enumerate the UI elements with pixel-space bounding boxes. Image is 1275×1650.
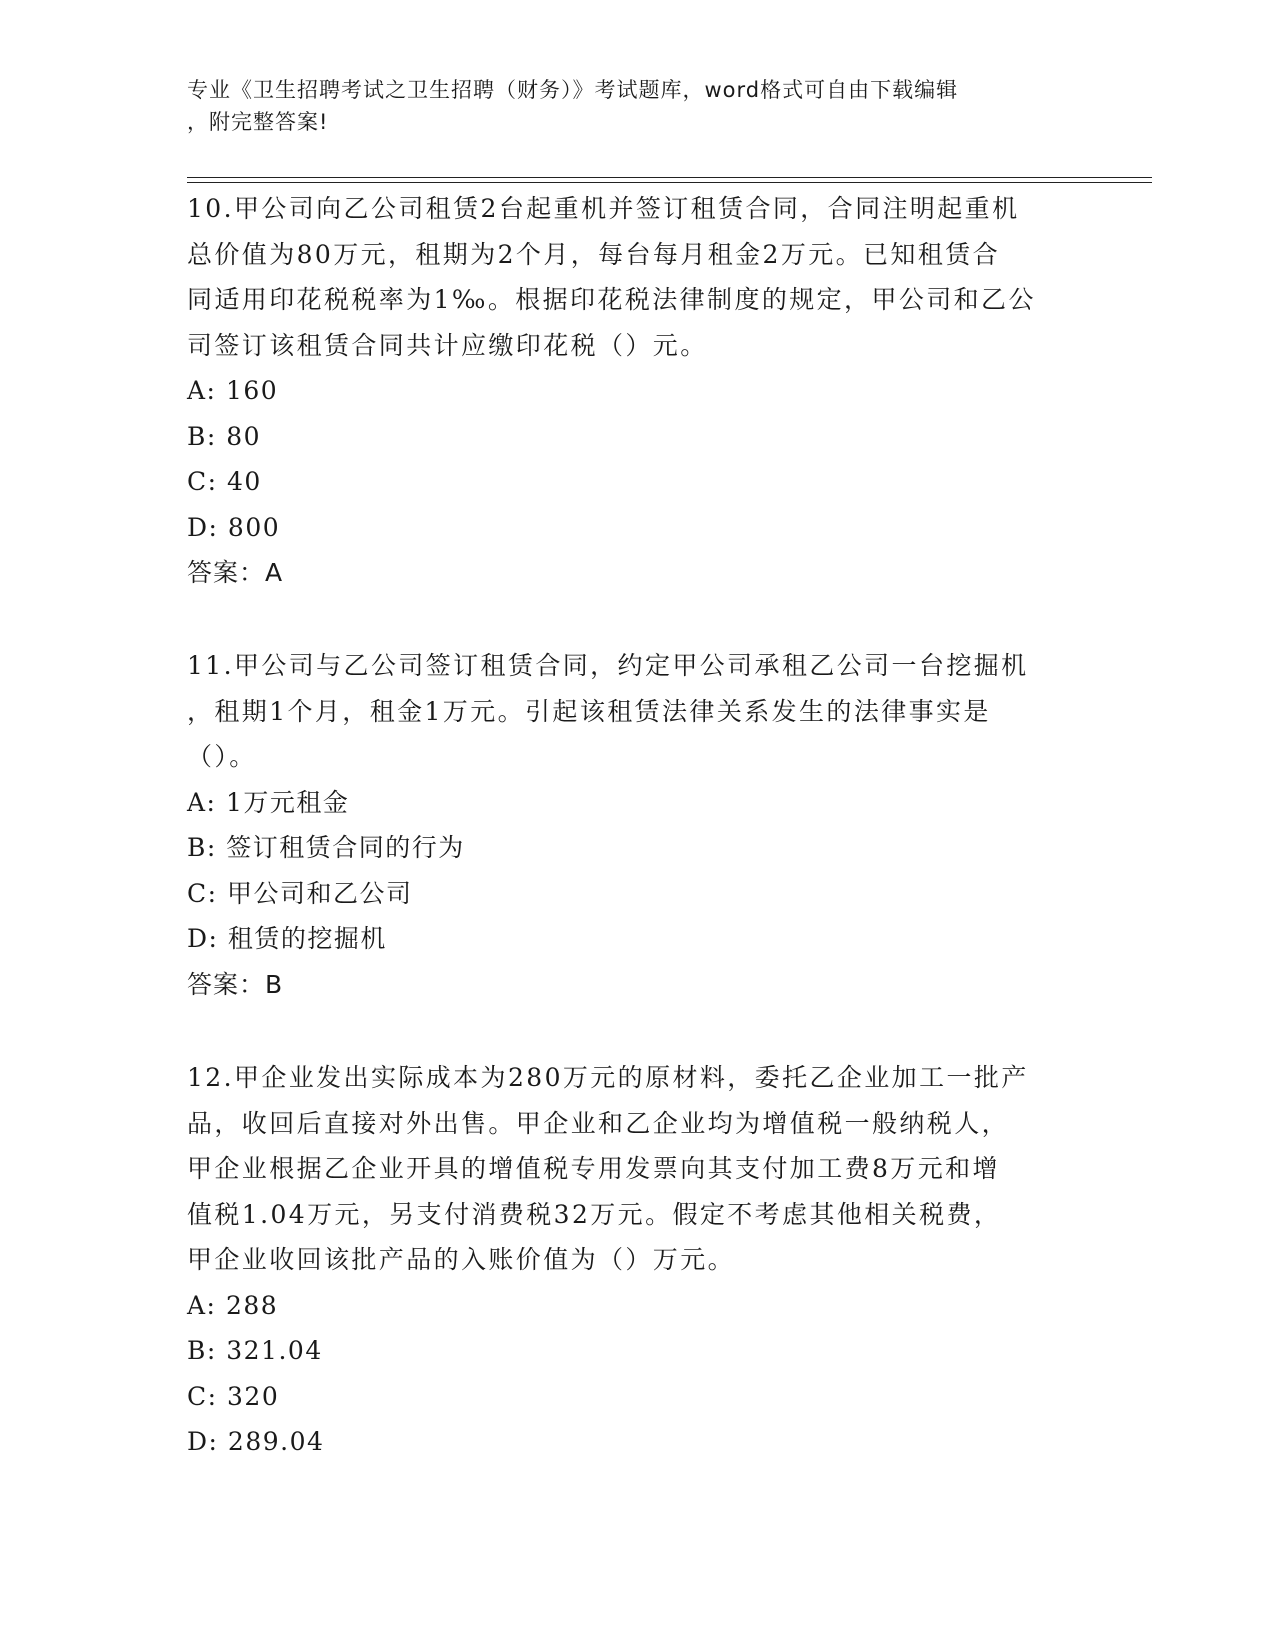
- option-c: [187, 871, 1087, 917]
- option-a: [187, 368, 1087, 414]
- question-text-line: （）。: [187, 742, 257, 771]
- question-11: [187, 643, 1087, 1007]
- option-d: [187, 1419, 1087, 1465]
- option-text: 1万元租金: [225, 787, 350, 817]
- header-divider-bottom: [187, 182, 1152, 183]
- question-text-line: 10.甲公司向乙公司租赁2台起重机并签订租赁合同，合同注明起重机: [187, 194, 1020, 223]
- option-letter: A:: [187, 787, 217, 817]
- option-text: 80: [226, 421, 262, 451]
- header-line-1: 专业《卫生招聘考试之卫生招聘（财务）》考试题库，word格式可自由下载编辑: [187, 78, 959, 102]
- option-text: 40: [227, 467, 262, 496]
- option-letter: C:: [187, 878, 218, 908]
- question-text-line: 值税1.04万元，另支付消费税32万元。假定不考虑其他相关税费，: [187, 1199, 1002, 1229]
- option-letter: C:: [187, 1381, 218, 1411]
- option-a: [187, 780, 1087, 826]
- option-text: 租赁的挖掘机: [227, 924, 387, 953]
- question-text-line: 甲企业收回该批产品的入账价值为（）万元。: [187, 1245, 736, 1274]
- question-text-line: 司签订该租赁合同共计应缴印花税（）元。: [187, 330, 708, 360]
- option-letter: A:: [187, 1290, 217, 1320]
- option-text: 160: [225, 376, 279, 405]
- option-text: 签订租赁合同的行为: [226, 833, 465, 862]
- option-c: [187, 459, 1087, 505]
- answer-line: 答案：A: [187, 558, 284, 587]
- question-text-line: 总价值为80万元，租期为2个月，每台每月租金2万元。已知租赁合: [187, 239, 1001, 269]
- option-d: [187, 916, 1087, 962]
- option-b: [187, 414, 1087, 460]
- option-text: 甲公司和乙公司: [227, 878, 413, 908]
- option-letter: B:: [187, 1336, 217, 1365]
- option-letter: D:: [187, 512, 219, 542]
- question-12: [187, 1055, 1087, 1465]
- option-letter: B:: [187, 421, 217, 451]
- question-text-line: ，租期1个月，租金1万元。引起该租赁法律关系发生的法律事实是: [187, 696, 991, 726]
- option-letter: D:: [187, 924, 219, 953]
- option-d: [187, 505, 1087, 551]
- option-b: [187, 1328, 1087, 1374]
- question-text-line: 11.甲公司与乙公司签订租赁合同，约定甲公司承租乙公司一台挖掘机: [187, 651, 1029, 680]
- option-text: 288: [225, 1290, 279, 1320]
- option-text: 800: [227, 512, 281, 542]
- question-text-line: 12.甲企业发出实际成本为280万元的原材料，委托乙企业加工一批产: [187, 1063, 1029, 1092]
- option-letter: B:: [187, 833, 217, 862]
- option-c: [187, 1374, 1087, 1420]
- option-text: 320: [227, 1381, 280, 1411]
- option-text: 321.04: [226, 1336, 323, 1365]
- option-letter: C:: [187, 467, 218, 496]
- answer-line: 答案：B: [187, 969, 284, 999]
- option-letter: A:: [187, 376, 217, 405]
- question-text-line: 甲企业根据乙企业开具的增值税专用发票向其支付加工费8万元和增: [187, 1154, 1000, 1183]
- question-10: [187, 186, 1087, 596]
- header-line-2: ，附完整答案!: [187, 110, 329, 134]
- option-a: [187, 1283, 1087, 1329]
- question-text-line: 品，收回后直接对外出售。甲企业和乙企业均为增值税一般纳税人，: [187, 1108, 1010, 1138]
- option-b: [187, 825, 1087, 871]
- option-letter: D:: [187, 1427, 219, 1456]
- question-text-line: 同适用印花税税率为1‰。根据印花税法律制度的规定，甲公司和乙公: [187, 285, 1036, 314]
- document-header: [187, 74, 1067, 138]
- header-divider-top: [187, 177, 1152, 178]
- option-text: 289.04: [227, 1427, 325, 1456]
